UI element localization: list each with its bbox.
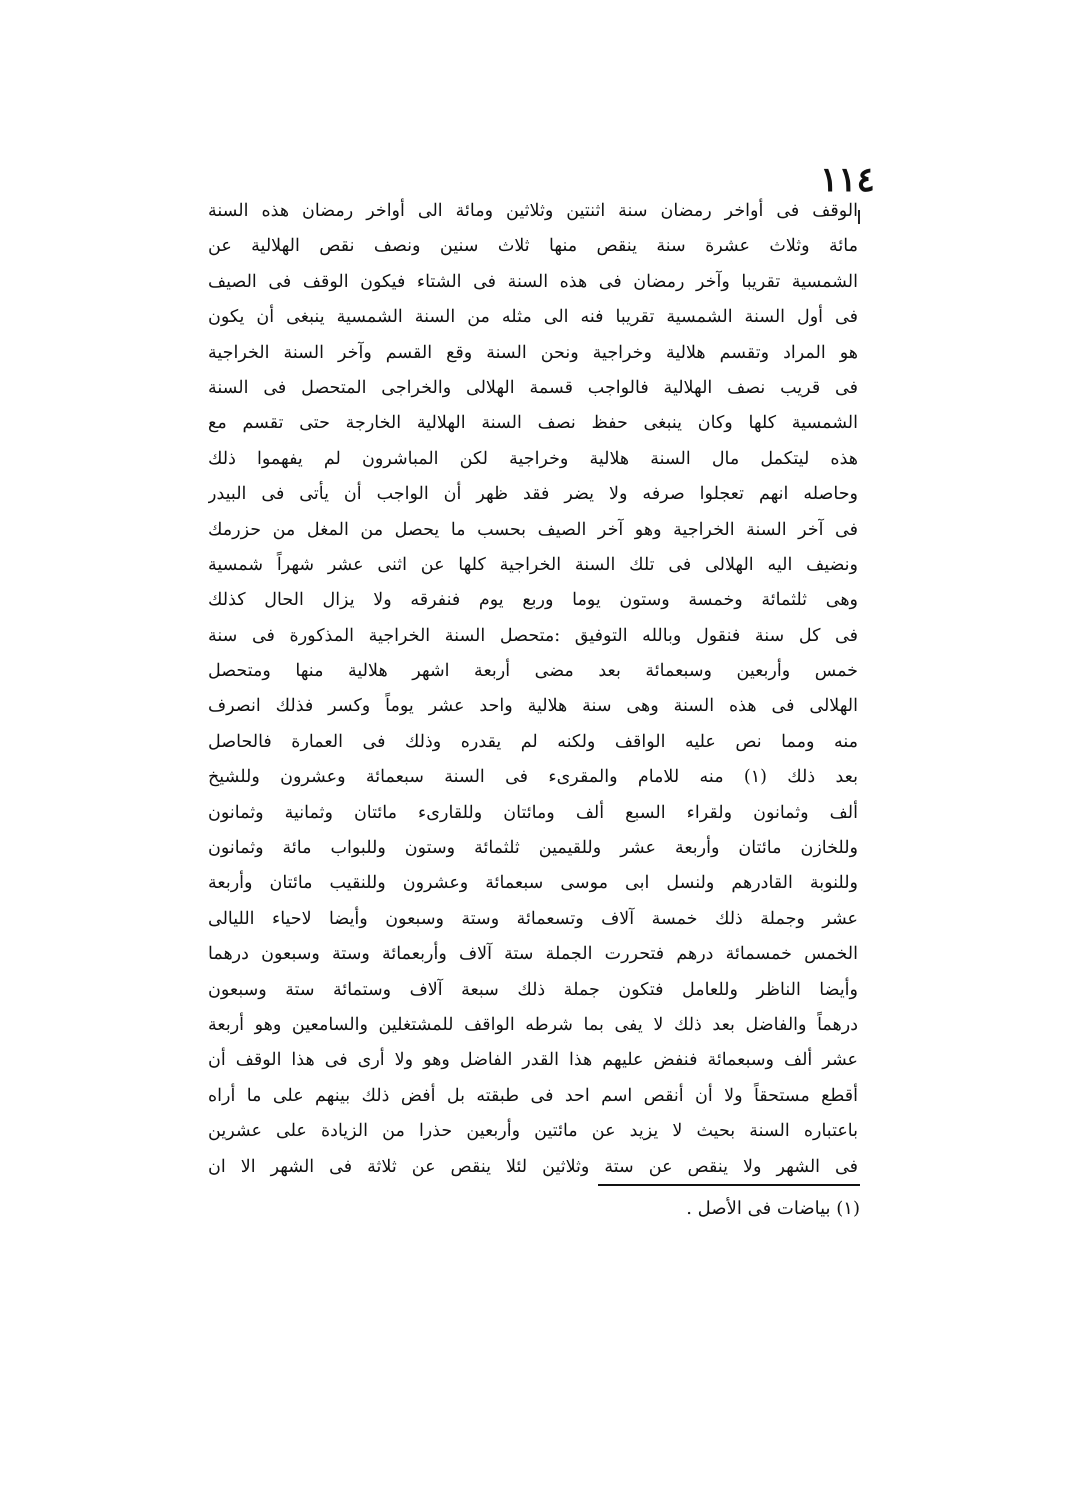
text-line: باعتباره السنة بحيث لا يزيد عن مائتين وأربعين حذرا من الزيادة على عشرين [208,1121,858,1142]
text-line: الوقف فى أواخر رمضان سنة اثنتين وثلاثين ومائة الى أواخر رمضان هذه السنة [208,201,858,221]
text-line: بعد ذلك (١) منه للامام والمقرىء فى السنة سبعمائة وعشرون وللشيخ [208,767,858,788]
page-number: ١١٤ [820,160,875,200]
margin-mark [858,210,860,224]
text-line: الشمسية كلها وكان ينبغى حفظ نصف السنة الهلالية الخارجة حتى تقسم مع [208,413,858,434]
text-line: هو المراد وتقسم هلالية وخراجية ونحن السنة وقع القسم وآخر السنة الخراجية [208,342,858,363]
text-line: وأيضا الناظر وللعامل فتكون جملة ذلك سبعة آلاف وستمائة ستة وسبعون [208,979,858,1000]
text-line: درهماً والفاضل بعد ذلك لا يفى بما شرطه الواقف للمشتغلين والسامعين وهو أربعة [208,1014,858,1035]
text-line: فى الشهر ولا ينقص عن ستة وثلاثين لئلا ينقص عن ثلاثة فى الشهر الا ان [208,1156,858,1177]
text-line: وهى ثلثمائة وخمسة وستون يوما وربع يوم فنفرقه ولا يزال الحال كذلك [208,590,858,611]
text-line: ونضيف اليه الهلالى فى تلك السنة الخراجية كلها عن اثنى عشر شهراً شمسية [208,554,858,575]
text-line: أقطع مستحقاً ولا أن أنقص اسم احد فى طبقته بل أفض ذلك بينهم على ما أراه [208,1085,858,1106]
text-line: عشر وجملة ذلك خمسة آلاف وتسعمائة وستة وسبعون وأيضا لاحياء الليالى [208,908,858,929]
text-line: الهلالى فى هذه السنة وهى سنة هلالية واحد عشر يوماً وكسر فذلك انصرف [208,696,858,717]
text-line: فى كل سنة فنقول وبالله التوفيق :متحصل السنة الخراجية المذكورة فى سنة [208,625,858,646]
footnote: (١) بياضات فى الأصل . [686,1198,860,1219]
text-line: فى قريب نصف الهلالية فالواجب قسمة الهلالى والخراجى المتحصل فى السنة [208,377,858,398]
text-line: وللخازن مائتان وأربعة عشر وللقيمين ثلثمائة وستون وللبواب مائة وثمانون [208,838,858,859]
text-line: وحاصله انهم تعجلوا صرفه ولا يضر فقد ظهر أن الواجب أن يأتى فى البيدر [208,484,858,505]
text-line: الخمس خمسمائة درهم فتحررت الجملة ستة آلاف وأربعمائة وستة وسبعون درهما [208,944,858,965]
text-line: ألف وثمانون ولقراء السبع ألف ومائتان وللقارىء مائتان وثمانية وثمانون [208,802,858,823]
footnote-divider [598,1184,860,1186]
text-line: عشر ألف وسبعمائة فنفض عليهم هذا القدر الفاضل وهو ولا أرى فى هذا الوقف أن [208,1050,858,1071]
text-line: منه ومما نص عليه الواقف ولكنه لم يقدره وذلك فى العمارة فالحاصل [208,731,858,752]
text-line: مائة وثلاث عشرة سنة ينقص منها ثلاث سنين ونصف نقص الهلالية عن [208,236,858,257]
text-line: خمس وأربعين وسبعمائة بعد مضى أربعة اشهر هلالية منها ومتحصل [208,661,858,682]
text-line: هذه ليتكمل مال السنة هلالية وخراجية لكن المباشرون لم يفهموا ذلك [208,448,858,469]
text-line: وللنوبة القادرهم ولنسل ابى موسى سبعمائة وعشرون وللنقيب مائتان وأربعة [208,873,858,894]
text-line: الشمسية تقريبا وآخر رمضان فى هذه السنة فى الشتاء فيكون الوقف فى الصيف [208,271,858,292]
text-line: فى آخر السنة الخراجية وهو آخر الصيف بحسب ما يحصل من المغل من حزرمك [208,519,858,540]
text-line: فى أول السنة الشمسية تقريبا فنه الى مثله من السنة الشمسية ينبغى أن يكون [208,307,858,328]
body-text [208,194,858,1185]
